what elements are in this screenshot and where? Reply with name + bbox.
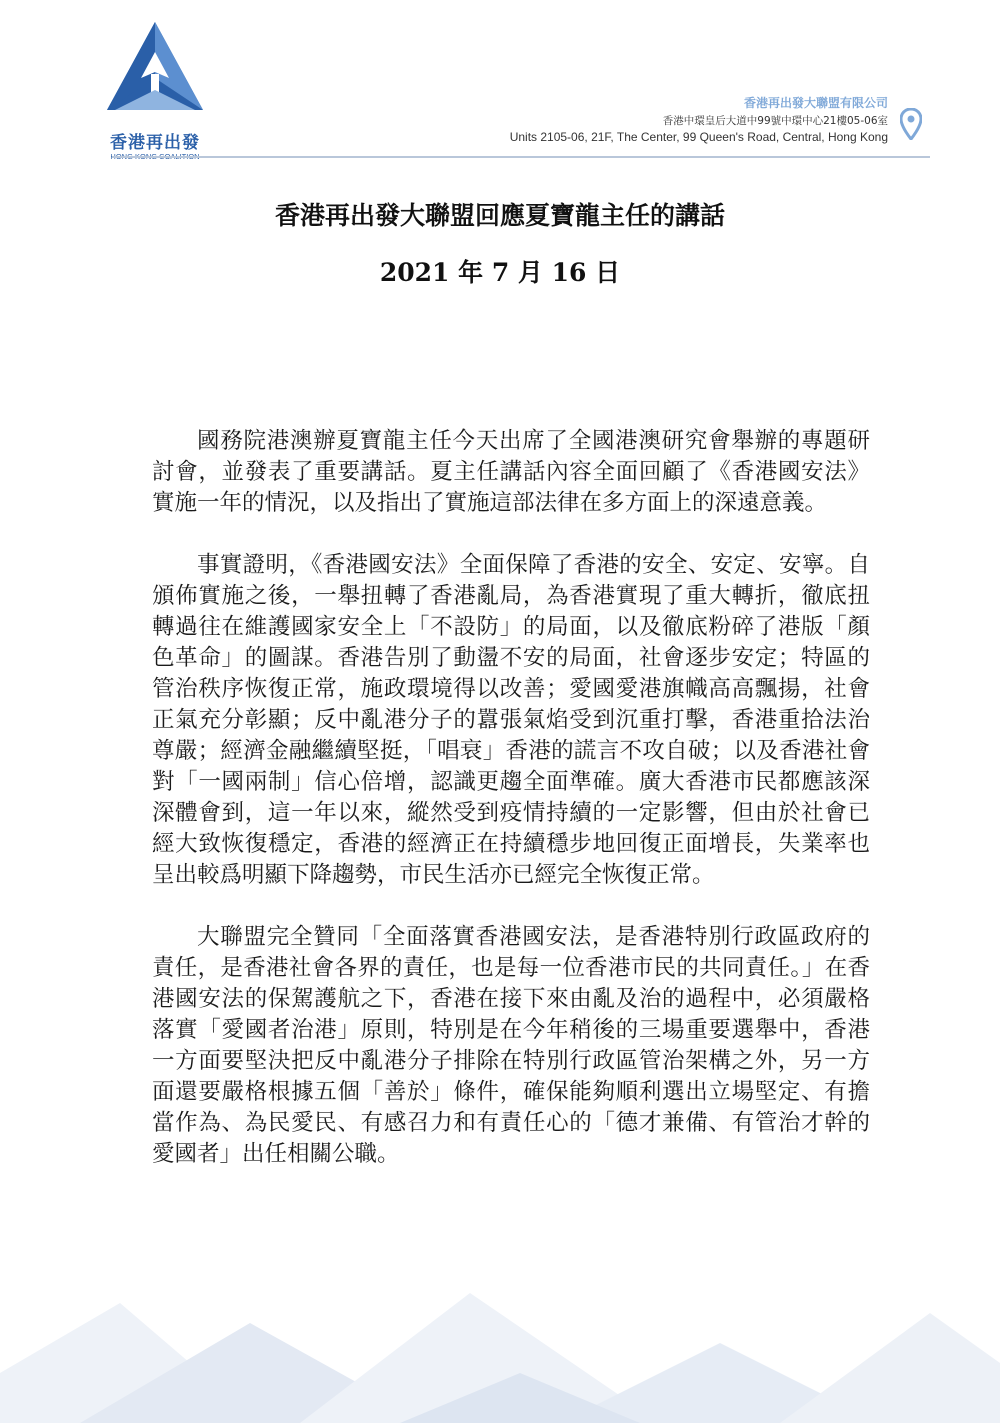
paragraph: 國務院港澳辦夏寶龍主任今天出席了全國港澳研究會舉辦的專題研討會，並發表了重要講話。夏主任講話內容全面回顧了《香港國安法》實施一年的情況，以及指出了實施這部法律在多方面上的深遠意義。 bbox=[152, 428, 870, 516]
document-body bbox=[152, 426, 870, 1201]
footer-decoration bbox=[0, 1283, 1000, 1423]
address-english: Units 2105-06, 21F, The Center, 99 Queen's Road, Central, Hong Kong bbox=[509, 130, 888, 144]
logo-mountain-icon bbox=[105, 18, 205, 118]
letterhead-divider bbox=[112, 156, 930, 158]
letterhead bbox=[0, 0, 1000, 170]
location-pin-icon bbox=[900, 108, 922, 140]
company-name: 香港再出發大聯盟有限公司 bbox=[743, 96, 888, 110]
address-chinese: 香港中環皇后大道中99號中環中心21樓05-06室 bbox=[662, 115, 888, 127]
logo-chinese-name: 香港再出發 bbox=[110, 133, 200, 153]
paragraph: 大聯盟完全贊同「全面落實香港國安法，是香港特別行政區政府的責任，是香港社會各界的責任，也是每一位香港市民的共同責任。」在香港國安法的保駕護航之下，香港在接下來由亂及治的過程中，必須嚴格落實「愛國者治港」原則，特別是在今年稍後的三場重要選舉中，香港一方面要堅決把反中亂港分子排除在特別行政區管治架構之外，另一方面還要嚴格根據五個「善於」條件，確保能夠順利選出立場堅定、有擔當作為、為民愛民、有感召力和有責任心的「德才兼備、有管治才幹的愛國者」出任相關公職。 bbox=[152, 924, 870, 1167]
document-title: 香港再出發大聯盟回應夏寶龍主任的講話 bbox=[274, 201, 725, 230]
coalition-logo bbox=[100, 18, 210, 153]
paragraph: 事實證明，《香港國安法》全面保障了香港的安全、安定、安寧。自頒佈實施之後，一舉扭轉了香港亂局，為香港實現了重大轉折，徹底扭轉過往在維護國家安全上「不設防」的局面，以及徹底粉碎了港版「顏色革命」的圖謀。香港告別了動盪不安的局面，社會逐步安定；特區的管治秩序恢復正常，施政環境得以改善；愛國愛港旗幟高高飄揚，社會正氣充分彰顯；反中亂港分子的囂張氣焰受到沉重打擊，香港重拾法治尊嚴；經濟金融繼續堅挺，「唱衰」香港的謊言不攻自破；以及香港社會對「一國兩制」信心倍增，認識更趨全面準確。廣大香港市民都應該深深體會到，這一年以來，縱然受到疫情持續的一定影響，但由於社會已經大致恢復穩定，香港的經濟正在持續穩步地回復正面增長，失業率也呈出較爲明顯下降趨勢，市民生活亦已經完全恢復正常。 bbox=[152, 552, 870, 888]
document-date: 2021 年 7 月 16 日 bbox=[379, 258, 621, 287]
